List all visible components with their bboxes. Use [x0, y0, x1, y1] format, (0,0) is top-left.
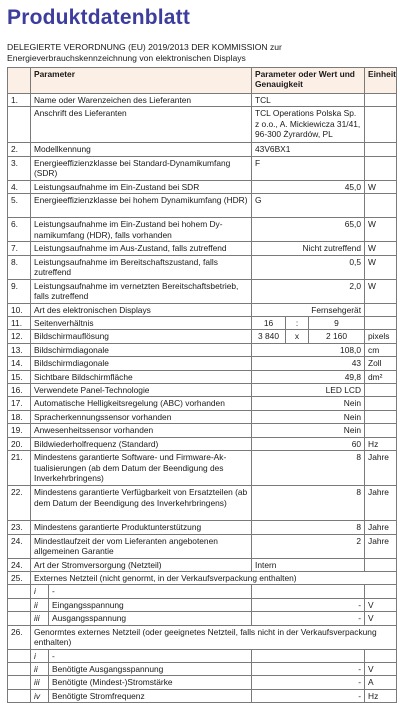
row-unit: W: [365, 279, 397, 303]
row-unit: [365, 424, 397, 437]
row-value-first: 3 840: [252, 330, 286, 343]
row-parameter: Anwesenheitssensor vorhanden: [31, 424, 252, 437]
row-number: 14.: [8, 357, 31, 370]
table-subrow: [8, 649, 397, 662]
subrow-value: -: [252, 598, 365, 611]
subrow-value: [252, 585, 365, 598]
row-parameter: Mindestlaufzeit der vom Lieferanten angebotenen allgemeinen Garantie: [31, 534, 252, 558]
row-number: 8.: [8, 255, 31, 279]
row-parameter: Verwendete Panel-Technologie: [31, 384, 252, 397]
subrow-parameter: Benötigte (Mindest-)Stromstärke: [49, 676, 252, 689]
subrow-value: -: [252, 662, 365, 675]
row-unit: W: [365, 180, 397, 193]
header-number-cell: [8, 68, 31, 94]
row-number: [8, 662, 31, 675]
row-number: 2.: [8, 143, 31, 156]
row-parameter: Anschrift des Lieferanten: [31, 107, 252, 143]
row-number: 9.: [8, 279, 31, 303]
row-value: 65,0: [252, 218, 365, 242]
row-parameter: Sichtbare Bildschirmfläche: [31, 370, 252, 383]
row-unit: [365, 410, 397, 423]
row-number: 22.: [8, 486, 31, 521]
row-value: Nein: [252, 397, 365, 410]
row-unit: [365, 317, 397, 330]
subrow-value: [252, 649, 365, 662]
row-number: 17.: [8, 397, 31, 410]
row-unit: [365, 303, 397, 316]
row-parameter: Leistungsaufnahme im Ein-Zustand bei hohem Dynamikumfang (HDR), falls vorhanden: [31, 218, 252, 242]
row-parameter: Bildschirmdiagonale: [31, 343, 252, 356]
row-value-second: 9: [309, 317, 365, 330]
subrow-parameter: Benötigte Ausgangsspannung: [49, 662, 252, 675]
row-unit: [365, 384, 397, 397]
table-row: [8, 279, 397, 303]
row-unit: [365, 143, 397, 156]
table-row: [8, 534, 397, 558]
row-parameter: Energieeffizienzklasse bei hohem Dynamikumfang (HDR): [31, 194, 252, 218]
row-unit: W: [365, 255, 397, 279]
row-number: [8, 649, 31, 662]
row-unit: Jahre: [365, 534, 397, 558]
table-subrow: [8, 585, 397, 598]
subrow-unit: [365, 649, 397, 662]
subrow-value: -: [252, 689, 365, 702]
row-value-first: 16: [252, 317, 286, 330]
row-value: LED LCD: [252, 384, 365, 397]
row-value: TCL Operations Polska Sp. z o.o., A. Mickiewicza 31/41, 96-300 Żyrardów, PL: [252, 107, 365, 143]
row-number: 19.: [8, 424, 31, 437]
row-parameter: Mindestens garantierte Verfügbarkeit von Ersatzteilen (ab dem Datum der Beendigung des Inverkehrbringens): [31, 486, 252, 521]
row-value: Nein: [252, 410, 365, 423]
subrow-value: -: [252, 612, 365, 625]
header-parameter: Parameter: [31, 68, 252, 94]
table-row: [8, 94, 397, 107]
row-unit: [365, 107, 397, 143]
subrow-unit: V: [365, 662, 397, 675]
row-unit: [365, 397, 397, 410]
row-parameter: Bildwiederholfrequenz (Standard): [31, 437, 252, 450]
row-parameter: Name oder Warenzeichen des Lieferanten: [31, 94, 252, 107]
subrow-parameter: -: [49, 585, 252, 598]
row-unit: Jahre: [365, 486, 397, 521]
table-row: [8, 410, 397, 423]
row-parameter: Automatische Helligkeitsregelung (ABC) vorhanden: [31, 397, 252, 410]
subrow-unit: V: [365, 612, 397, 625]
table-row: [8, 194, 397, 218]
row-number: 3.: [8, 156, 31, 180]
header-value: Parameter oder Wert und Genauigkeit: [252, 68, 365, 94]
table-row: [8, 107, 397, 143]
table-row: [8, 486, 397, 521]
table-row: [8, 242, 397, 255]
page-title: Produktdatenblatt: [7, 6, 191, 29]
row-value: Nein: [252, 424, 365, 437]
subrow-index: iv: [31, 689, 49, 702]
row-number: 1.: [8, 94, 31, 107]
table-row: [8, 343, 397, 356]
table-row: [8, 255, 397, 279]
row-unit: [365, 558, 397, 571]
row-unit: cm: [365, 343, 397, 356]
row-number: 24.: [8, 534, 31, 558]
row-number: 6.: [8, 218, 31, 242]
table-row: [8, 156, 397, 180]
row-unit: Zoll: [365, 357, 397, 370]
row-number: [8, 585, 31, 598]
row-number: 18.: [8, 410, 31, 423]
row-number: 15.: [8, 370, 31, 383]
row-number: 10.: [8, 303, 31, 316]
row-unit: [365, 156, 397, 180]
table-row: [8, 370, 397, 383]
table-subrow: [8, 689, 397, 702]
row-number: [8, 689, 31, 702]
subrow-unit: V: [365, 598, 397, 611]
row-unit: Jahre: [365, 521, 397, 534]
subrow-index: ii: [31, 598, 49, 611]
row-number: [8, 598, 31, 611]
table-row: [8, 357, 397, 370]
row-value: 0,5: [252, 255, 365, 279]
row-number: [8, 107, 31, 143]
row-value: Nicht zutreffend: [252, 242, 365, 255]
table-row: [8, 317, 397, 330]
subrow-value: -: [252, 676, 365, 689]
section-title: Genormtes externes Netzteil (oder geeignetes Netzteil, falls nicht in der Verkaufsverpackung enthalten): [31, 625, 397, 649]
subrow-unit: [365, 585, 397, 598]
table-subrow: [8, 662, 397, 675]
subrow-unit: Hz: [365, 689, 397, 702]
table-row: [8, 521, 397, 534]
row-number: 26.: [8, 625, 31, 649]
table-row: [8, 143, 397, 156]
row-value: Fernsehgerät: [252, 303, 365, 316]
table-row: [8, 218, 397, 242]
table-row: [8, 451, 397, 486]
row-value: 108,0: [252, 343, 365, 356]
table-row: [8, 397, 397, 410]
subrow-parameter: Eingangsspannung: [49, 598, 252, 611]
table-row: [8, 558, 397, 571]
row-unit: W: [365, 242, 397, 255]
table-section-row: [8, 625, 397, 649]
row-value: 43: [252, 357, 365, 370]
row-number: 4.: [8, 180, 31, 193]
row-value: 2: [252, 534, 365, 558]
subrow-parameter: Ausgangsspannung: [49, 612, 252, 625]
row-value-separator: x: [286, 330, 309, 343]
row-number: 11.: [8, 317, 31, 330]
row-parameter: Art des elektronischen Displays: [31, 303, 252, 316]
row-parameter: Leistungsaufnahme im Ein-Zustand bei SDR: [31, 180, 252, 193]
row-number: [8, 676, 31, 689]
row-unit: [365, 194, 397, 218]
row-parameter: Mindestens garantierte Software- und Firmware-Aktualisierungen (ab dem Datum der Beendigung des Inverkehrbringens): [31, 451, 252, 486]
row-unit: Jahre: [365, 451, 397, 486]
row-number: 23.: [8, 521, 31, 534]
table-subrow: [8, 676, 397, 689]
row-number: 5.: [8, 194, 31, 218]
table-row: [8, 437, 397, 450]
row-unit: [365, 94, 397, 107]
row-value: G: [252, 194, 365, 218]
table-subrow: [8, 612, 397, 625]
table-row: [8, 303, 397, 316]
table-row: [8, 180, 397, 193]
subrow-parameter: -: [49, 649, 252, 662]
row-value: 8: [252, 521, 365, 534]
row-value-second: 2 160: [309, 330, 365, 343]
row-value: 8: [252, 486, 365, 521]
subrow-index: iii: [31, 612, 49, 625]
row-number: 13.: [8, 343, 31, 356]
row-value: 60: [252, 437, 365, 450]
row-number: 24.: [8, 558, 31, 571]
row-parameter: Seitenverhältnis: [31, 317, 252, 330]
row-value: 49,8: [252, 370, 365, 383]
row-value: 2,0: [252, 279, 365, 303]
subrow-index: i: [31, 585, 49, 598]
row-parameter: Leistungsaufnahme im Bereitschaftszustand, falls zutreffend: [31, 255, 252, 279]
section-title: Externes Netzteil (nicht genormt, in der Verkaufsverpackung enthalten): [31, 571, 397, 584]
row-unit: pixels: [365, 330, 397, 343]
row-value-separator: :: [286, 317, 309, 330]
table-section-row: [8, 571, 397, 584]
subrow-unit: A: [365, 676, 397, 689]
table-header: [8, 68, 397, 94]
row-value: Intern: [252, 558, 365, 571]
row-parameter: Bildschirmdiagonale: [31, 357, 252, 370]
row-value: TCL: [252, 94, 365, 107]
regulation-intro: DELEGIERTE VERORDNUNG (EU) 2019/2013 DER KOMMISSION zur Energieverbrauchskennzeichnung von elektronischen Displays: [7, 42, 282, 63]
row-number: 25.: [8, 571, 31, 584]
row-number: 12.: [8, 330, 31, 343]
row-value: 45,0: [252, 180, 365, 193]
row-parameter: Spracherkennungssensor vorhanden: [31, 410, 252, 423]
row-parameter: Mindestens garantierte Produktunterstützung: [31, 521, 252, 534]
row-value: 43V6BX1: [252, 143, 365, 156]
row-parameter: Modellkennung: [31, 143, 252, 156]
row-number: 7.: [8, 242, 31, 255]
row-unit: W: [365, 218, 397, 242]
table-row: [8, 384, 397, 397]
row-parameter: Energieeffizienzklasse bei Standard-Dynamikumfang (SDR): [31, 156, 252, 180]
table-row: [8, 424, 397, 437]
table-subrow: [8, 598, 397, 611]
row-value: F: [252, 156, 365, 180]
row-number: [8, 612, 31, 625]
subrow-parameter: Benötigte Stromfrequenz: [49, 689, 252, 702]
product-data-table: [7, 67, 397, 703]
row-number: 20.: [8, 437, 31, 450]
row-parameter: Bildschirmauflösung: [31, 330, 252, 343]
subrow-index: iii: [31, 676, 49, 689]
row-unit: Hz: [365, 437, 397, 450]
table-row: [8, 330, 397, 343]
subrow-index: ii: [31, 662, 49, 675]
row-parameter: Leistungsaufnahme im vernetzten Bereitschaftsbetrieb, falls zutreffend: [31, 279, 252, 303]
row-number: 21.: [8, 451, 31, 486]
subrow-index: i: [31, 649, 49, 662]
header-unit: Einheit: [365, 68, 397, 94]
row-parameter: Art der Stromversorgung (Netzteil): [31, 558, 252, 571]
row-value: 8: [252, 451, 365, 486]
row-unit: dm²: [365, 370, 397, 383]
row-number: 16.: [8, 384, 31, 397]
row-parameter: Leistungsaufnahme im Aus-Zustand, falls zutreffend: [31, 242, 252, 255]
